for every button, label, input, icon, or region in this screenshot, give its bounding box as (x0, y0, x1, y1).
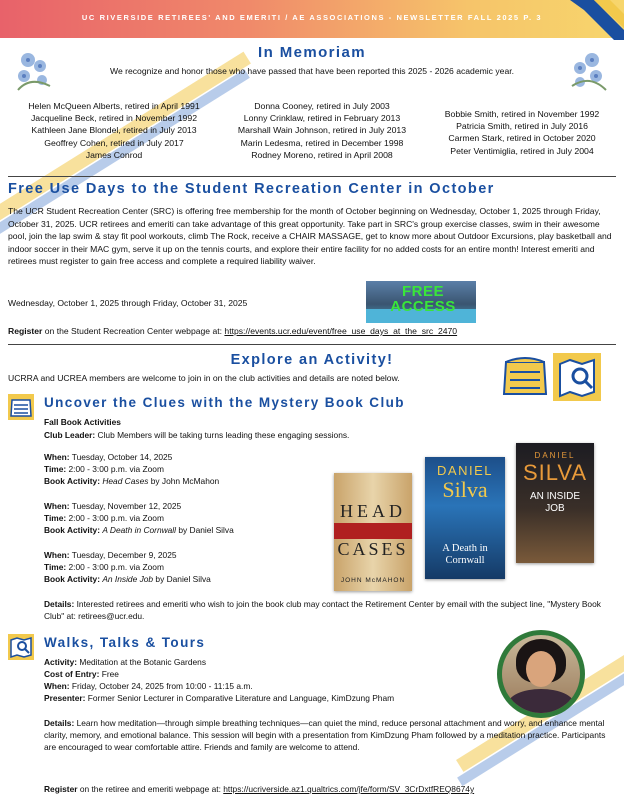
divider (8, 176, 616, 177)
bookclub-session-2: When: Tuesday, November 12, 2025 Time: 2:00 - 3:00 p.m. via Zoom Book Activity: A Death in Cornwall by Daniel Silva (44, 501, 234, 535)
bookclub-session-3: When: Tuesday, December 9, 2025 Time: 2:00 - 3:00 p.m. via Zoom Book Activity: An Inside Job by Daniel Silva (44, 550, 211, 584)
src-dates: Wednesday, October 1, 2025 through Friday, October 31, 2025 (8, 298, 248, 308)
memoriam-intro: We recognize and honor those who have passed that have been reported this 2025 - 2026 academic year. (109, 66, 514, 76)
book-club-icon (500, 354, 550, 400)
walks-register: Register on the retiree and emeriti webpage at: https://ucriverside.az1.qualtrics.com/jfe/form/SV_3CrDxtfREQ8674y (44, 784, 475, 794)
memoriam-name: Lonny Crinklaw, retired in February 2013 (243, 113, 401, 124)
memoriam-col-1 (8, 100, 220, 161)
src-body: The UCR Student Recreation Center (SRC) is offering free membership for the month of October beginning on Wednesday, October 1, 2025 through Friday, October 31, 2025. UCR retirees and emeriti can take advantage of this great opportunity. Take part in SRC's group exercise classes, swim in their awesome pool, join the lap swim & stay fit pool workouts, climb The Rock, receive a CHAIR MASSAGE, get to know more about Outdoor Excursions, play basketball and indoor soccer in their MAC gym, serve it up on the tennis courts, and explore their entire facility for no added costs for an entire month! Interest emeriti and retirees must register to gain free access and complete a required liability waiver. (8, 206, 612, 267)
bookclub-session-1: When: Tuesday, October 14, 2025 Time: 2:00 - 3:00 p.m. via Zoom Book Activity: Head Cases by John McMahon (44, 452, 220, 486)
memoriam-name: Donna Cooney, retired in July 2003 (254, 101, 390, 111)
memoriam-name: Kathleen Jane Blondel, retired in July 2013 (31, 125, 197, 136)
memoriam-col-2 (222, 100, 422, 161)
explore-title: Explore an Activity! (230, 352, 394, 368)
book-cover-death-in-cornwall: DANIEL Silva A Death in Cornwall (425, 457, 505, 579)
memoriam-name: Jacqueline Beck, retired in November 1992 (30, 113, 198, 124)
memoriam-name: Rodney Moreno, retired in April 2008 (251, 149, 393, 160)
book-club-icon (8, 394, 34, 420)
src-register: Register on the Student Recreation Center webpage at: https://events.ucr.edu/event/free_use_days_at_the_src_2470 (8, 326, 458, 336)
chevron-decoration (560, 0, 624, 40)
walks-title: Walks, Talks & Tours (44, 635, 206, 650)
src-register-link[interactable]: https://events.ucr.edu/event/free_use_days_at_the_src_2470 (224, 326, 458, 336)
free-access-text: FREE ACCESS (390, 283, 456, 315)
walks-register-link[interactable]: https://ucriverside.az1.qualtrics.com/jfe/form/SV_3CrDxtfREQ8674y (223, 784, 475, 794)
memoriam-name: Carmen Stark, retired in October 2020 (448, 133, 596, 144)
divider (8, 344, 616, 345)
book-cover-head-cases: HEAD CASES JOHN McMAHON (334, 473, 412, 591)
memoriam-col-3 (424, 108, 620, 157)
map-search-icon (552, 352, 602, 402)
memoriam-name: Geoffrey Cohen, retired in July 2017 (44, 137, 184, 148)
bookclub-leader: Club Leader: Club Members will be taking turns leading these engaging sessions. (44, 430, 350, 440)
explore-intro: UCRRA and UCREA members are welcome to join in on the club activities and details are noted below. (8, 373, 400, 383)
memoriam-title: In Memoriam (258, 44, 366, 61)
walks-details: Details: Learn how meditation—through simple breathing techniques—can quiet the mind, reduce personal attachment and worry, and enhance mental clarity, memory, and emotional balance. This session will begin with a presentation from KimDzung Pham followed by a meditation practice. Participants are encouraged to wear comfortable attire. Friends and family are welcome to attend. (44, 718, 606, 752)
memoriam-name: Peter Ventimiglia, retired in July 2004 (450, 145, 594, 156)
walks-info: Activity: Meditation at the Botanic Gardens Cost of Entry: Free When: Friday, October 24, 2025 from 10:00 - 11:15 a.m. Presenter: Former Senior Lecturer in Comparative Literature and Language, KimDzung Pham (44, 657, 395, 703)
map-search-icon (8, 634, 34, 660)
presenter-photo (497, 630, 585, 718)
memoriam-name: Marin Ledesma, retired in December 1998 (240, 137, 404, 148)
memoriam-name: Bobbie Smith, retired in November 1992 (444, 109, 600, 119)
book-cover-inside-job: DANIEL SILVA AN INSIDE JOB (516, 443, 594, 563)
memoriam-name: James Conrod (85, 149, 143, 160)
memoriam-name: Helen McQueen Alberts, retired in April 1991 (28, 101, 200, 111)
src-title: Free Use Days to the Student Recreation Center in October (8, 181, 495, 197)
bookclub-details: Details: Interested retirees and emeriti who wish to join the book club may contact the Retirement Center by email with the subject line, "Mystery Book Club" at: retirees@ucr.edu. (44, 599, 601, 621)
memoriam-name: Patricia Smith, retired in July 2016 (456, 121, 588, 132)
memoriam-name: Marshall Wain Johnson, retired in July 2013 (237, 125, 407, 136)
newsletter-header: UC RIVERSIDE RETIREES' AND EMERITI / AE ASSOCIATIONS - NEWSLETTER FALL 2025 P. 3 (81, 13, 543, 22)
bookclub-title: Uncover the Clues with the Mystery Book Club (44, 395, 405, 410)
bookclub-subtitle: Fall Book Activities (44, 417, 121, 427)
src-image (366, 281, 476, 323)
